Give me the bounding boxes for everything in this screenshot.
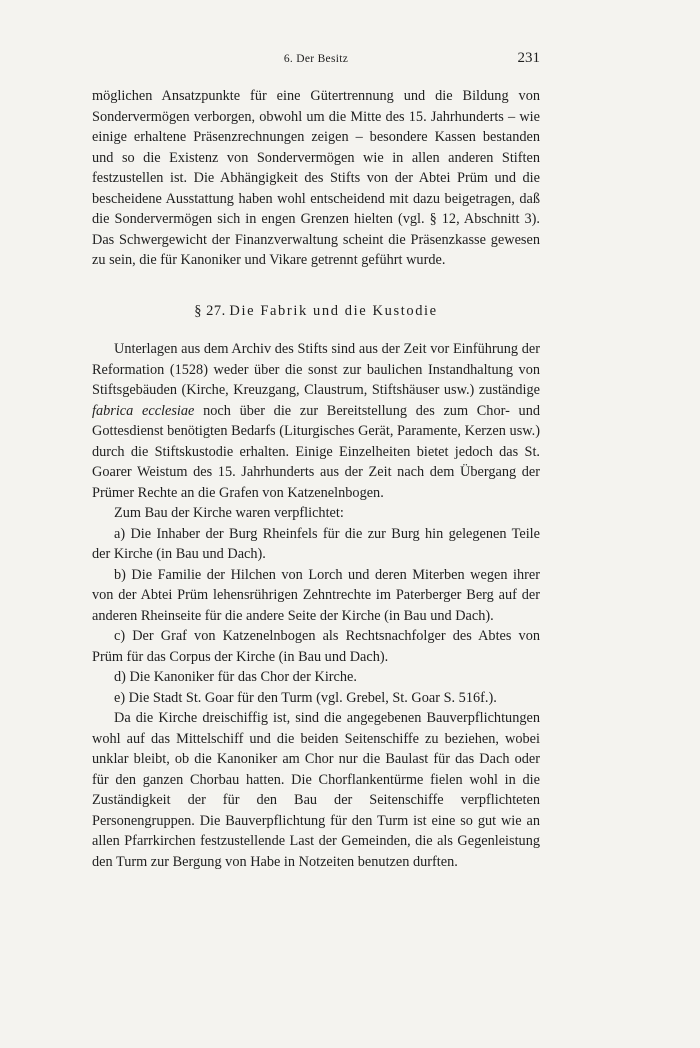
paragraph-continuation: möglichen Ansatzpunkte für eine Gütertrennung und die Bildung von Sondervermögen verborgen, obwohl um die Mitte des 15. Jahrhunderts – wie einige erhaltene Präsenzrechnungen zeigen – besondere Kassen bestanden und so die Existenz von Sondervermögen wie in allen anderen Stiften festzustellen ist. Die Abhängigkeit des Stifts von der Abtei Prüm und die bescheidene Ausstattung haben wohl entscheidend mit dazu beigetragen, daß die Sondervermögen sich in engen Grenzen hielten (vgl. § 12, Abschnitt 3). Das Schwergewicht der Finanzverwaltung scheint die Präsenzkasse gewesen zu sein, die für Kanoniker und Vikare getrennt geführt wurde. xyxy=(92,88,540,268)
italic-term: fabrica ecclesiae xyxy=(92,402,195,419)
list-item-e: e) Die Stadt St. Goar für den Turm (vgl. Grebel, St. Goar S. 516f.). xyxy=(114,689,497,706)
section-title: Die Fabrik und die Kustodie xyxy=(229,302,438,319)
running-head xyxy=(92,50,540,70)
section-heading xyxy=(92,271,540,340)
paragraph-archive xyxy=(92,339,540,503)
list-item-c: c) Der Graf von Katzenelnbogen als Rechtsnachfolger des Abtes von Prüm für das Corpus der Kirche (in Bau und Dach). xyxy=(92,628,540,665)
paragraph-nave: Da die Kirche dreischiffig ist, sind die angegebenen Bauverpflichtungen wohl auf das Mittelschiff und die beiden Seitenschiffe zu beziehen, wobei unklar bleibt, ob die Kanoniker am Chor nur die Baulast für das Dach oder für den ganzen Chorbau hatten. Die Chorflankentürme fielen wohl in die Zuständigkeit der für den Bau der Seitenschiffe verpflichteten Personengruppen. Die Bauverpflichtung für den Turm ist eine so gut wie an allen Pfarrkirchen festzustellende Last der Gemeinden, die als Gegenleistung den Turm zur Bergung von Habe in Notzeiten benutzen durften. xyxy=(92,710,540,870)
list-item-b: b) Die Familie der Hilchen von Lorch und deren Miterben wegen ihrer von der Abtei Prüm lehensrührigen Zehntrechte im Paterberger Berg auf der anderen Rheinseite für die andere Seite der Kirche (in Bau und Dach). xyxy=(92,566,540,624)
list-item-d: d) Die Kanoniker für das Chor der Kirche. xyxy=(114,669,357,685)
paragraph-archive-part2: noch über die zur Bereitstellung des zum Chor- und Gottesdienst benötigten Bedarfs (Liturgisches Gerät, Paramente, Kerzen usw.) durch die Stiftskustodie erhalten. Einige Einzelheiten bietet jedoch das St. Goarer Weistum des 15. Jahrhunderts aus der Zeit nach dem Übergang der Prümer Rechte an die Grafen von Katzenelnbogen. xyxy=(92,402,540,501)
running-title: 6. Der Besitz xyxy=(283,53,349,65)
section-number: § 27. xyxy=(194,302,226,319)
paragraph-archive-part1: Unterlagen aus dem Archiv des Stifts sind aus der Zeit vor Einführung der Reformation (1528) weder über die sonst zur baulichen Instandhaltung von Stiftsgebäuden (Kirche, Kreuzgang, Claustrum, Stiftshäuser usw.) zuständige xyxy=(92,341,540,398)
list-item-a: a) Die Inhaber der Burg Rheinfels für die zur Burg hin gelegenen Teile der Kirche (in Bau und Dach). xyxy=(92,525,540,562)
paragraph-obligation-intro: Zum Bau der Kirche waren verpflichtet: xyxy=(114,505,344,521)
main-text xyxy=(92,86,540,872)
page-number: 231 xyxy=(517,50,540,66)
